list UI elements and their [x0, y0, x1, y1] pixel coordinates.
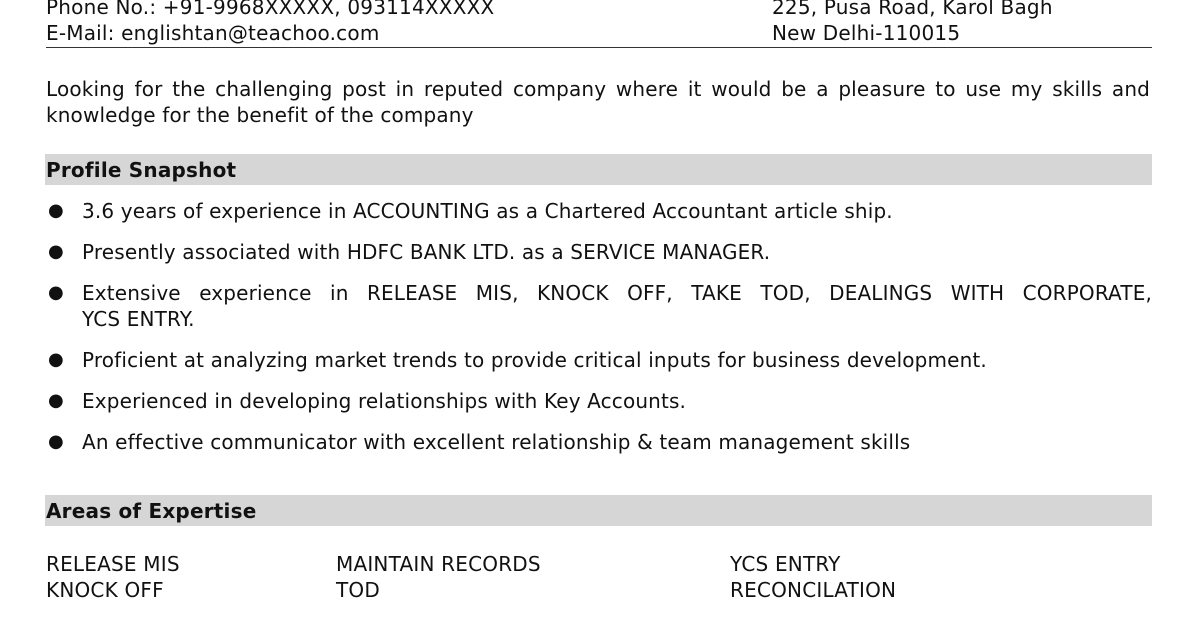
expertise-item: MAINTAIN RECORDS	[336, 552, 541, 576]
email-address: E-Mail: englishtan@teachoo.com	[46, 21, 380, 45]
list-item-text: Extensive experience in RELEASE MIS, KNOCK OFF, TAKE TOD, DEALINGS WITH CORPORATE,	[82, 281, 1152, 305]
list-item-text: Presently associated with HDFC BANK LTD. as a SERVICE MANAGER.	[82, 240, 771, 264]
expertise-item: KNOCK OFF	[46, 578, 164, 602]
bullet-icon: ●	[48, 349, 64, 370]
bullet-icon: ●	[48, 241, 64, 262]
list-item-text: Experienced in developing relationships with Key Accounts.	[82, 389, 687, 413]
profile-snapshot-header	[45, 154, 1152, 185]
header-divider	[46, 47, 1152, 48]
areas-of-expertise-header	[45, 495, 1152, 526]
expertise-item: RECONCILATION	[730, 578, 897, 602]
list-item	[46, 388, 1152, 414]
expertise-item: YCS ENTRY	[730, 552, 841, 576]
list-item-text: Proficient at analyzing market trends to provide critical inputs for business development.	[82, 348, 987, 372]
bullet-icon: ●	[48, 390, 64, 411]
list-item	[46, 239, 1152, 265]
list-item	[46, 347, 1152, 373]
section-title: Profile Snapshot	[46, 157, 237, 182]
expertise-column	[336, 551, 541, 603]
profile-snapshot-list	[46, 198, 1152, 470]
expertise-column	[46, 551, 180, 603]
contact-left	[46, 0, 494, 46]
bullet-icon: ●	[48, 431, 64, 452]
expertise-item: TOD	[336, 578, 380, 602]
expertise-item: RELEASE MIS	[46, 552, 180, 576]
phone-number: Phone No.: +91-9968XXXXX, 093114XXXXX	[46, 0, 495, 19]
list-item-text: 3.6 years of experience in ACCOUNTING as a Chartered Accountant article ship.	[82, 199, 893, 223]
list-item	[46, 429, 1152, 455]
list-item-text: An effective communicator with excellent relationship & team management skills	[82, 430, 911, 454]
bullet-icon: ●	[48, 282, 64, 303]
career-objective: Looking for the challenging post in reputed company where it would be a pleasure to use my skills and knowledge for the benefit of the company	[46, 77, 1150, 127]
postal-address	[772, 0, 1053, 46]
address-line-2: New Delhi-110015	[772, 21, 961, 45]
address-line-1: 225, Pusa Road, Karol Bagh	[772, 0, 1053, 19]
bullet-icon: ●	[48, 200, 64, 221]
section-title: Areas of Expertise	[46, 498, 257, 523]
expertise-column	[730, 551, 896, 603]
list-item-text-continued: YCS ENTRY.	[82, 307, 195, 331]
list-item	[46, 198, 1152, 224]
list-item	[46, 280, 1152, 332]
